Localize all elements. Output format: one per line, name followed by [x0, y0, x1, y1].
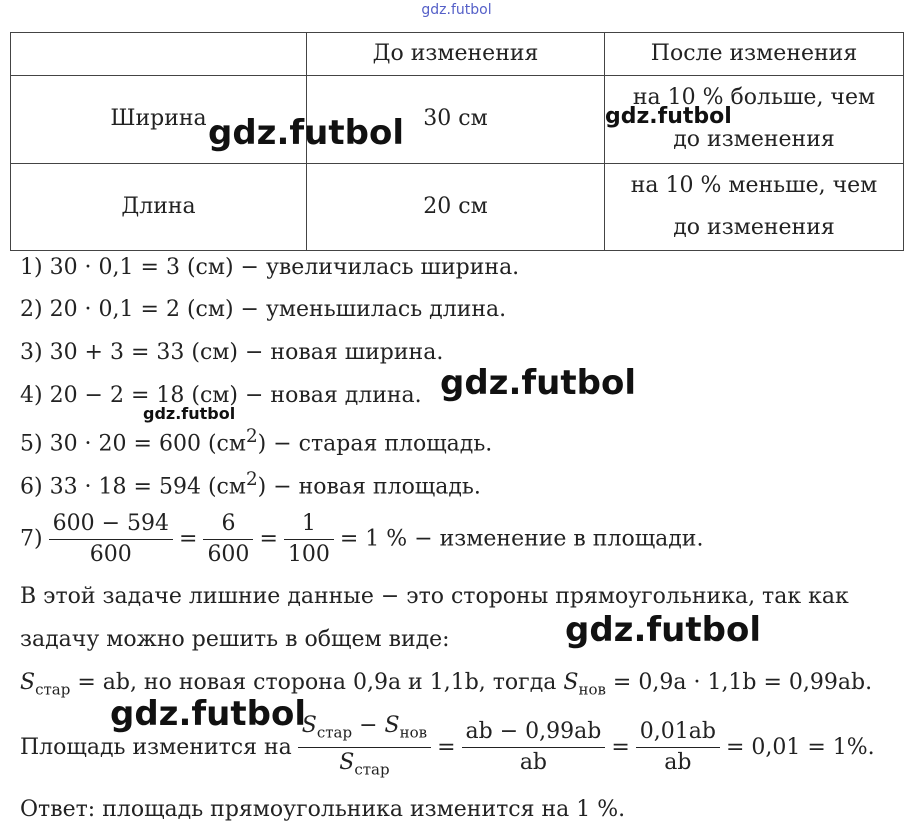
explanation-line-1: В этой задаче лишние данные − это стороны прямоугольника, так как [20, 584, 849, 609]
step-2: 2) 20 · 0,1 = 2 (см) − уменьшилась длина. [20, 297, 507, 322]
area-symbol: S [301, 713, 317, 738]
watermark: gdz.futbol [565, 610, 761, 650]
fraction-3-denominator: 100 [287, 542, 330, 567]
step-7-prefix: 7) [20, 526, 43, 552]
watermark: gdz.futbol [440, 363, 636, 403]
area-symbol: S [339, 750, 355, 776]
row-after-line2: до изменения [673, 214, 835, 240]
step-5-post: ) − старая площадь. [257, 431, 493, 457]
watermark: gdz.futbol [110, 694, 306, 734]
row-label: Длина [11, 163, 307, 251]
row-after-line1: на 10 % больше, чем [632, 85, 876, 111]
fraction-2-numerator: 6 [203, 509, 253, 540]
table-row-width [11, 76, 904, 164]
sub-old: стар [354, 760, 390, 779]
area-fraction-3-numerator: 0,01ab [636, 717, 720, 748]
step-3: 3) 30 + 3 = 33 (см) − новая ширина. [20, 340, 444, 365]
area-fraction-1-denominator [298, 748, 431, 784]
top-watermark: gdz.futbol [421, 2, 492, 18]
step-6-pre: 6) 33 · 18 = 594 (см [20, 474, 246, 500]
fraction-2 [203, 509, 253, 570]
area-fraction-2-numerator: ab − 0,99ab [462, 717, 606, 748]
equals-sign: = [259, 526, 278, 552]
fraction-3 [284, 509, 334, 570]
row-after-line1: на 10 % меньше, чем [630, 172, 878, 198]
step-5 [20, 426, 492, 456]
step-5-pre: 5) 30 · 20 = 600 (см [20, 431, 246, 457]
table-row-length [11, 163, 904, 251]
fraction-3-numerator: 1 [284, 509, 334, 540]
fraction-1 [49, 509, 173, 570]
fraction-1-numerator: 600 − 594 [49, 509, 173, 540]
watermark: gdz.futbol [605, 104, 732, 129]
area-fraction-1 [298, 711, 431, 785]
row-before: 20 см [307, 163, 605, 251]
header-empty [11, 33, 307, 76]
fraction-2-denominator: 600 [207, 542, 250, 567]
header-after: После изменения [605, 33, 904, 76]
area-fraction-2-denominator: ab [519, 750, 548, 776]
area-fraction-2 [462, 717, 606, 778]
watermark: gdz.futbol [143, 404, 236, 423]
step-1: 1) 30 · 0,1 = 3 (см) − увеличилась ширина. [20, 255, 520, 280]
area-symbol: S [20, 670, 36, 695]
watermark: gdz.futbol [208, 113, 404, 153]
step-6-post: ) − новая площадь. [257, 474, 481, 500]
step-4: 4) 20 − 2 = 18 (см) − новая длина. [20, 383, 422, 408]
formula-part-1: = ab, но новая сторона 0,9a и 1,1b, тогда [70, 670, 564, 695]
formula-part-2: = 0,9a · 1,1b = 0,99ab. [605, 670, 873, 695]
area-change-prefix: Площадь изменится на [20, 734, 292, 760]
answer-line: Ответ: площадь прямоугольника изменится на 1 %. [20, 797, 626, 822]
equals-sign: = [437, 734, 456, 760]
sub-new: нов [578, 680, 606, 699]
sub-new: нов [399, 723, 428, 742]
area-symbol: S [563, 670, 579, 695]
square-sup: 2 [245, 426, 258, 447]
square-sup: 2 [245, 469, 258, 490]
area-fraction-3 [636, 717, 720, 778]
table-header-row [11, 33, 904, 76]
row-after-line2: до изменения [673, 127, 835, 153]
row-label: Ширина [11, 76, 307, 164]
fraction-1-denominator: 600 [89, 542, 132, 567]
minus-sign: − [352, 713, 385, 738]
area-change-tail: = 0,01 = 1%. [725, 734, 875, 760]
equals-sign: = [179, 526, 198, 552]
step-6 [20, 469, 481, 499]
step-7-tail: = 1 % − изменение в площади. [339, 526, 704, 552]
explanation-line-2: задачу можно решить в общем виде: [20, 627, 450, 652]
sub-old: стар [35, 680, 71, 699]
comparison-table [10, 32, 904, 251]
equals-sign: = [611, 734, 630, 760]
step-7 [20, 509, 703, 570]
sub-old: стар [316, 723, 353, 742]
header-before: До изменения [307, 33, 605, 76]
row-after [605, 163, 904, 251]
area-fraction-1-numerator [298, 711, 431, 748]
row-before: 30 см [307, 76, 605, 164]
area-symbol: S [384, 713, 400, 738]
area-fraction-3-denominator: ab [664, 750, 692, 776]
